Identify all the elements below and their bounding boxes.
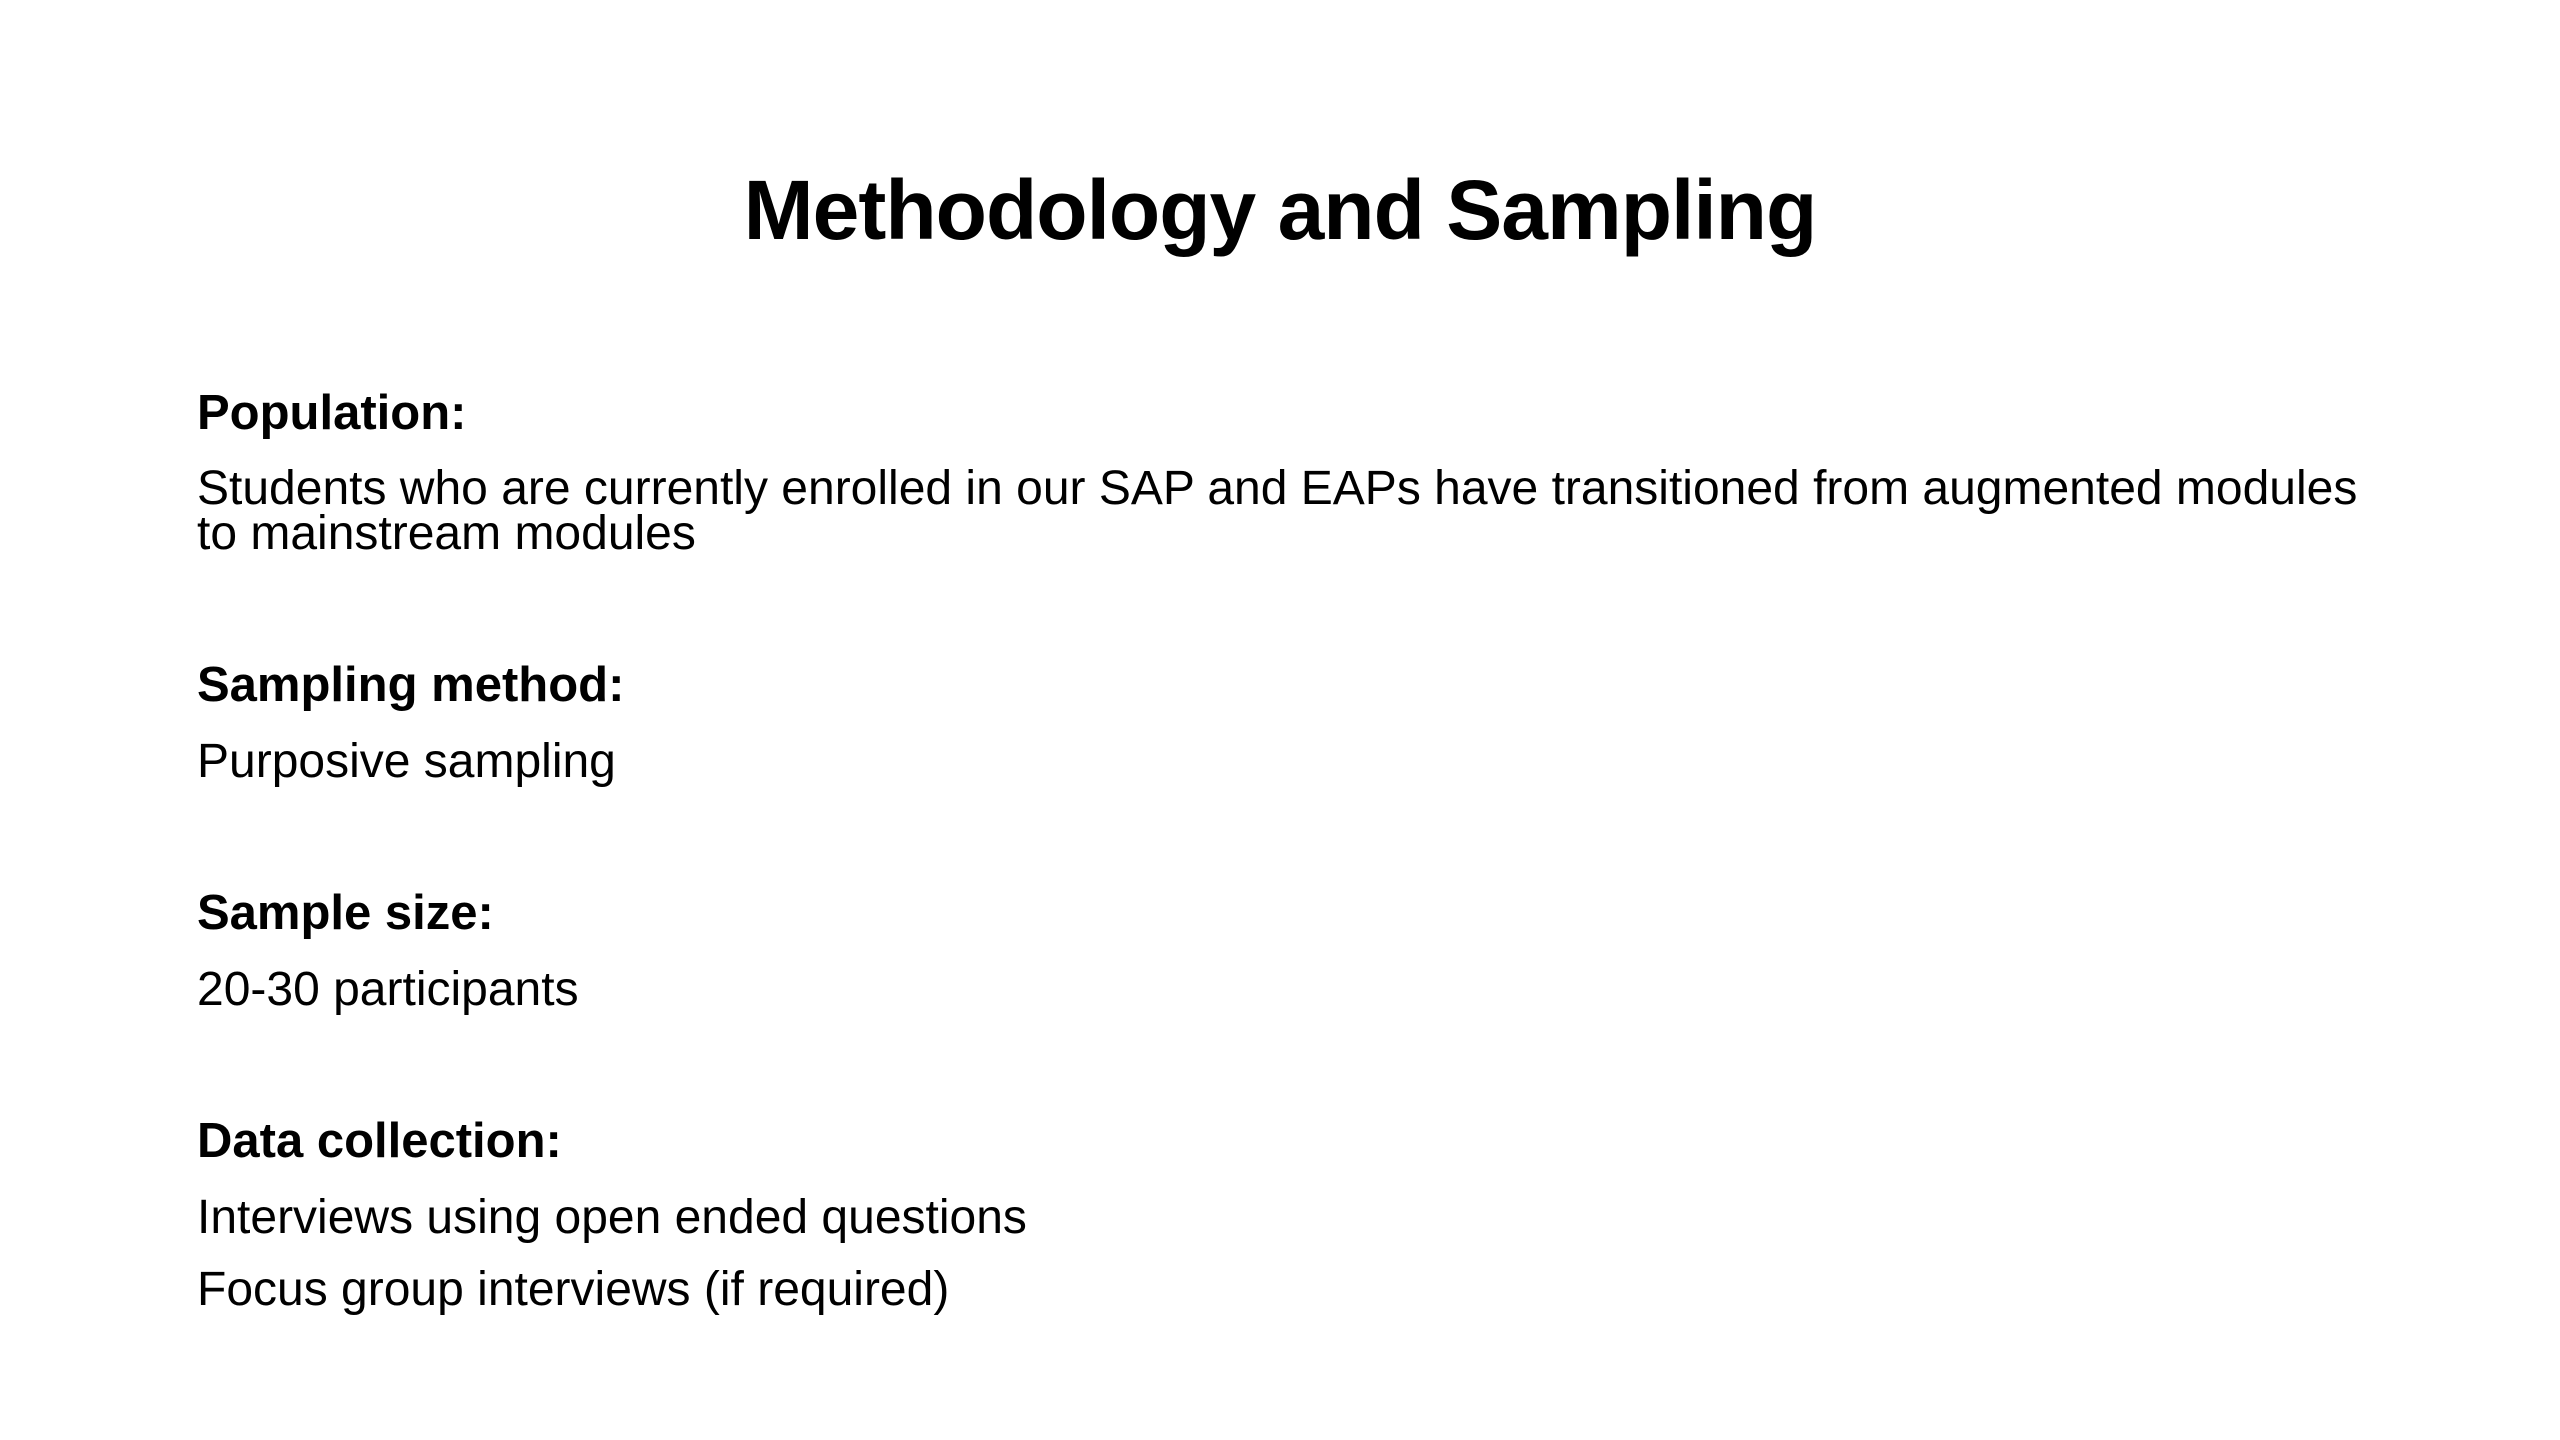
- sampling-method-text: Purposive sampling: [197, 735, 616, 788]
- population-text: Students who are currently enrolled in our SAP and EAPs have transitioned from augmented modules to mainstream modules: [197, 462, 2358, 560]
- population-heading: Population:: [197, 386, 467, 440]
- sampling-method-section: [197, 654, 2377, 798]
- sample-size-heading: Sample size:: [197, 886, 494, 940]
- sample-size-section: [197, 882, 2377, 1026]
- slide-title: Methodology and Sampling: [743, 163, 1817, 257]
- data-collection-line-focus-groups: Focus group interviews (if required): [197, 1263, 950, 1316]
- sampling-method-heading: Sampling method:: [197, 658, 625, 712]
- slide-content: [197, 382, 2377, 1326]
- data-collection-section: [197, 1110, 2377, 1326]
- data-collection-line-interviews: Interviews using open ended questions: [197, 1191, 1027, 1244]
- data-collection-heading: Data collection:: [197, 1114, 562, 1168]
- population-section: [197, 382, 2377, 570]
- sample-size-text: 20-30 participants: [197, 963, 579, 1016]
